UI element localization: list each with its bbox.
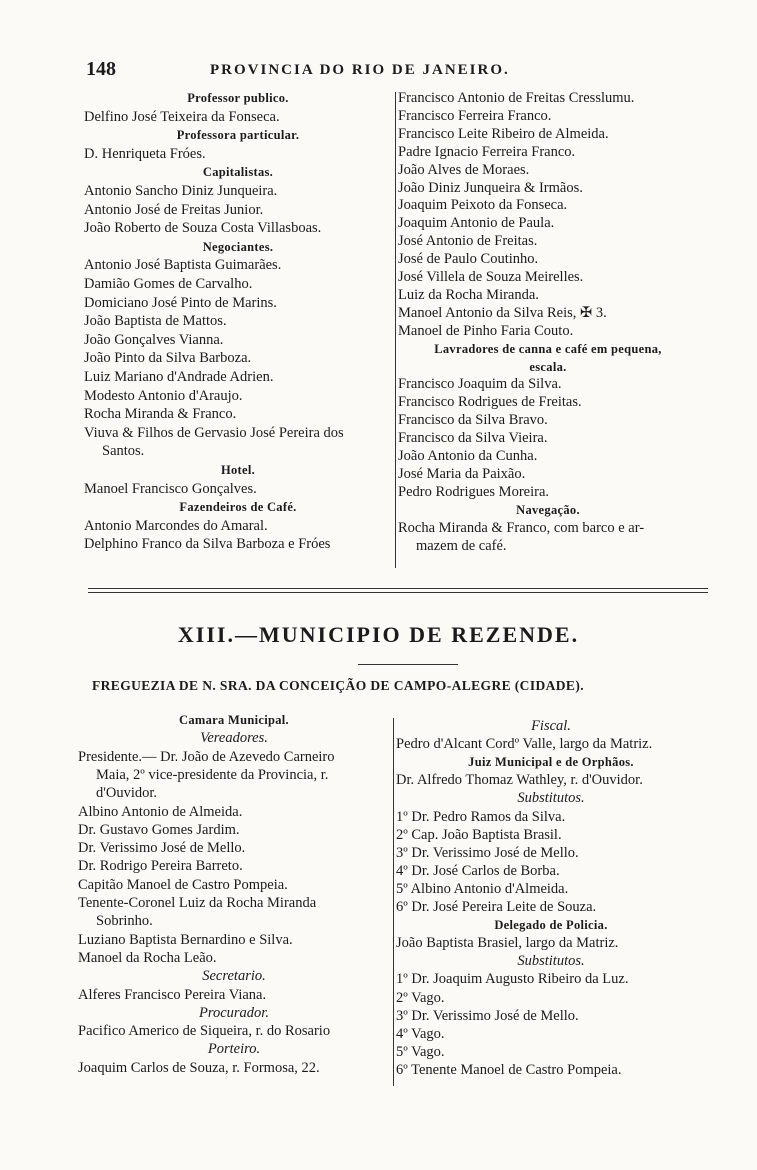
entry-line: Luiz da Rocha Miranda.: [398, 286, 539, 303]
entry-line: Manoel de Pinho Faria Couto.: [398, 322, 574, 339]
entry-continuation: Santos.: [102, 443, 145, 460]
section-heading: Professor publico.: [187, 91, 289, 105]
section-heading: Camara Municipal.: [179, 713, 289, 727]
entry-line: Joaquim Carlos de Souza, r. Formosa, 22.: [78, 1059, 320, 1076]
entry-line: Presidente.— Dr. João de Azevedo Carneiro: [78, 748, 335, 765]
entry-line: 1º Dr. Pedro Ramos da Silva.: [396, 808, 566, 825]
entry-line: Rocha Miranda & Franco.: [84, 406, 237, 423]
entry-line: João Antonio da Cunha.: [398, 448, 538, 464]
entry-line: Antonio José de Freitas Junior.: [84, 201, 264, 218]
entry-line: 4º Dr. José Carlos de Borba.: [396, 862, 560, 879]
entry-line: Dr. Rodrigo Pereira Barreto.: [78, 858, 243, 875]
lower-column-divider: [393, 718, 394, 1086]
entry-line: Delfino José Teixeira da Fonseca.: [84, 108, 280, 125]
entry-line: 1º Dr. Joaquim Augusto Ribeiro da Luz.: [396, 971, 629, 988]
section-heading: Hotel.: [220, 463, 256, 477]
title-underline: [358, 664, 458, 665]
upper-column-divider: [395, 92, 396, 568]
entry-line: João Baptista de Mattos.: [84, 313, 227, 330]
entry-line: Domiciano José Pinto de Marins.: [84, 294, 277, 311]
entry-line: 3º Dr. Verissimo José de Mello.: [396, 1007, 579, 1024]
entry-line: 2º Cap. João Baptista Brasil.: [396, 826, 562, 843]
entry-line: Padre Ignacio Ferreira Franco.: [398, 143, 576, 160]
entry-line: 2º Vago.: [396, 989, 445, 1006]
lower-left-column: [78, 712, 390, 1092]
entry-line: Pedro Rodrigues Moreira.: [398, 483, 550, 500]
entry-line: Francisco Antonio de Freitas Cresslumu.: [398, 90, 635, 106]
section-title: XIII.—MUNICIPIO DE REZENDE.: [177, 622, 580, 647]
parish-subtitle: FREGUEZIA DE N. SRA. DA CONCEIÇÃO DE CAMPO-ALEGRE (CIDADE).: [92, 678, 585, 693]
entry-line: Manoel da Rocha Leão.: [78, 949, 217, 966]
entry-line: Francisco Rodrigues de Freitas.: [398, 394, 582, 411]
role-heading: Porteiro.: [207, 1041, 261, 1058]
section-rule-top: [88, 588, 708, 589]
entry-line: Modesto Antonio d'Araujo.: [84, 387, 243, 404]
entry-line: Antonio Marcondes do Amaral.: [84, 517, 268, 534]
entry-line: João Alves de Moraes.: [398, 161, 530, 178]
entry-line: Rocha Miranda & Franco, com barco e ar-: [398, 519, 645, 536]
entry-line: Viuva & Filhos de Gervasio José Pereira dos: [84, 424, 344, 441]
entry-line: Pacifico Americo de Siqueira, r. do Rosario: [78, 1023, 331, 1040]
entry-line: Joaquim Peixoto da Fonseca.: [398, 197, 568, 214]
entry-continuation: Maia, 2º vice-presidente da Provincia, r.: [96, 766, 329, 783]
entry-line: 6º Tenente Manoel de Castro Pompeia.: [396, 1061, 622, 1078]
entry-line: Albino Antonio de Almeida.: [78, 803, 243, 820]
section-rule-bottom: [88, 592, 708, 593]
entry-line: 4º Vago.: [396, 1025, 445, 1042]
role-heading: Substitutos.: [517, 790, 585, 807]
entry-continuation: mazem de café.: [416, 537, 507, 554]
section-heading: Capitalistas.: [202, 165, 274, 180]
entry-line: Alferes Francisco Pereira Viana.: [78, 986, 267, 1003]
entry-line: João Roberto de Souza Costa Villasboas.: [84, 220, 322, 237]
running-title: PROVINCIA DO RIO DE JANEIRO.: [210, 62, 510, 78]
entry-line: José de Paulo Coutinho.: [398, 251, 539, 268]
entry-line: João Diniz Junqueira & Irmãos.: [398, 179, 583, 196]
section-heading: Fazendeiros de Café.: [179, 500, 297, 515]
entry-line: Dr. Verissimo José de Mello.: [78, 840, 246, 857]
entry-line: 3º Dr. Verissimo José de Mello.: [396, 844, 579, 861]
section-heading: Negociantes.: [202, 239, 274, 254]
entry-line: José Villela de Souza Meirelles.: [398, 269, 584, 285]
entry-line: Capitão Manoel de Castro Pompeia.: [78, 876, 288, 893]
entry-line: José Maria da Paixão.: [398, 465, 526, 482]
entry-continuation: Sobrinho.: [96, 913, 153, 930]
entry-line: Manoel Francisco Gonçalves.: [84, 480, 257, 497]
entry-line: Francisco da Silva Bravo.: [398, 412, 548, 429]
entry-line: Dr. Gustavo Gomes Jardim.: [78, 821, 240, 838]
section-heading: Navegação.: [516, 502, 580, 517]
role-heading: Fiscal.: [531, 718, 571, 734]
entry-line: Francisco da Silva Vieira.: [398, 430, 548, 447]
entry-line: Antonio José Baptista Guimarães.: [84, 257, 282, 274]
role-heading: Substitutos.: [517, 953, 585, 970]
entry-line: Luziano Baptista Bernardino e Silva.: [78, 931, 293, 948]
entry-continuation: d'Ouvidor.: [96, 785, 158, 802]
upper-left-column: [84, 90, 392, 580]
entry-line: 6º Dr. José Pereira Leite de Souza.: [396, 899, 597, 915]
role-heading: Procurador.: [199, 1004, 269, 1021]
entry-line: Antonio Sancho Diniz Junqueira.: [84, 183, 278, 199]
entry-line: Damião Gomes de Carvalho.: [84, 276, 253, 292]
entry-line: D. Henriqueta Fróes.: [84, 145, 206, 162]
role-heading: Secretario.: [202, 968, 266, 985]
entry-line: Tenente-Coronel Luiz da Rocha Miranda: [78, 895, 317, 911]
entry-line: Luiz Mariano d'Andrade Adrien.: [84, 369, 274, 385]
lower-right-column: [396, 718, 706, 1098]
role-heading: Vereadores.: [200, 730, 268, 747]
section-heading: escala.: [529, 359, 567, 374]
entry-line: José Antonio de Freitas.: [398, 233, 538, 250]
upper-right-column: [398, 90, 698, 580]
entry-line: 5º Albino Antonio d'Almeida.: [396, 880, 569, 897]
entry-line: João Pinto da Silva Barboza.: [84, 350, 252, 367]
entry-line: Francisco Ferreira Franco.: [398, 107, 552, 124]
entry-line: Francisco Leite Ribeiro de Almeida.: [398, 125, 609, 142]
entry-line: João Gonçalves Vianna.: [84, 331, 224, 348]
section-heading: Professora particular.: [176, 128, 300, 143]
page-number: 148: [86, 58, 116, 80]
section-heading: Lavradores de canna e café em pequena,: [434, 341, 662, 356]
entry-line: Dr. Alfredo Thomaz Wathley, r. d'Ouvidor.: [396, 772, 643, 789]
entry-line: Delphino Franco da Silva Barboza e Fróes: [84, 536, 331, 553]
entry-line: Joaquim Antonio de Paula.: [398, 215, 555, 232]
section-heading: Juiz Municipal e de Orphãos.: [468, 755, 634, 770]
entry-line: João Baptista Brasiel, largo da Matriz.: [396, 935, 619, 952]
entry-line: Manoel Antonio da Silva Reis, ✠ 3.: [398, 304, 607, 321]
entry-line: 5º Vago.: [396, 1043, 445, 1060]
section-heading: Delegado de Policia.: [494, 918, 608, 933]
entry-line: Pedro d'Alcant Cordº Valle, largo da Matriz.: [396, 736, 653, 753]
entry-line: Francisco Joaquim da Silva.: [398, 376, 562, 393]
